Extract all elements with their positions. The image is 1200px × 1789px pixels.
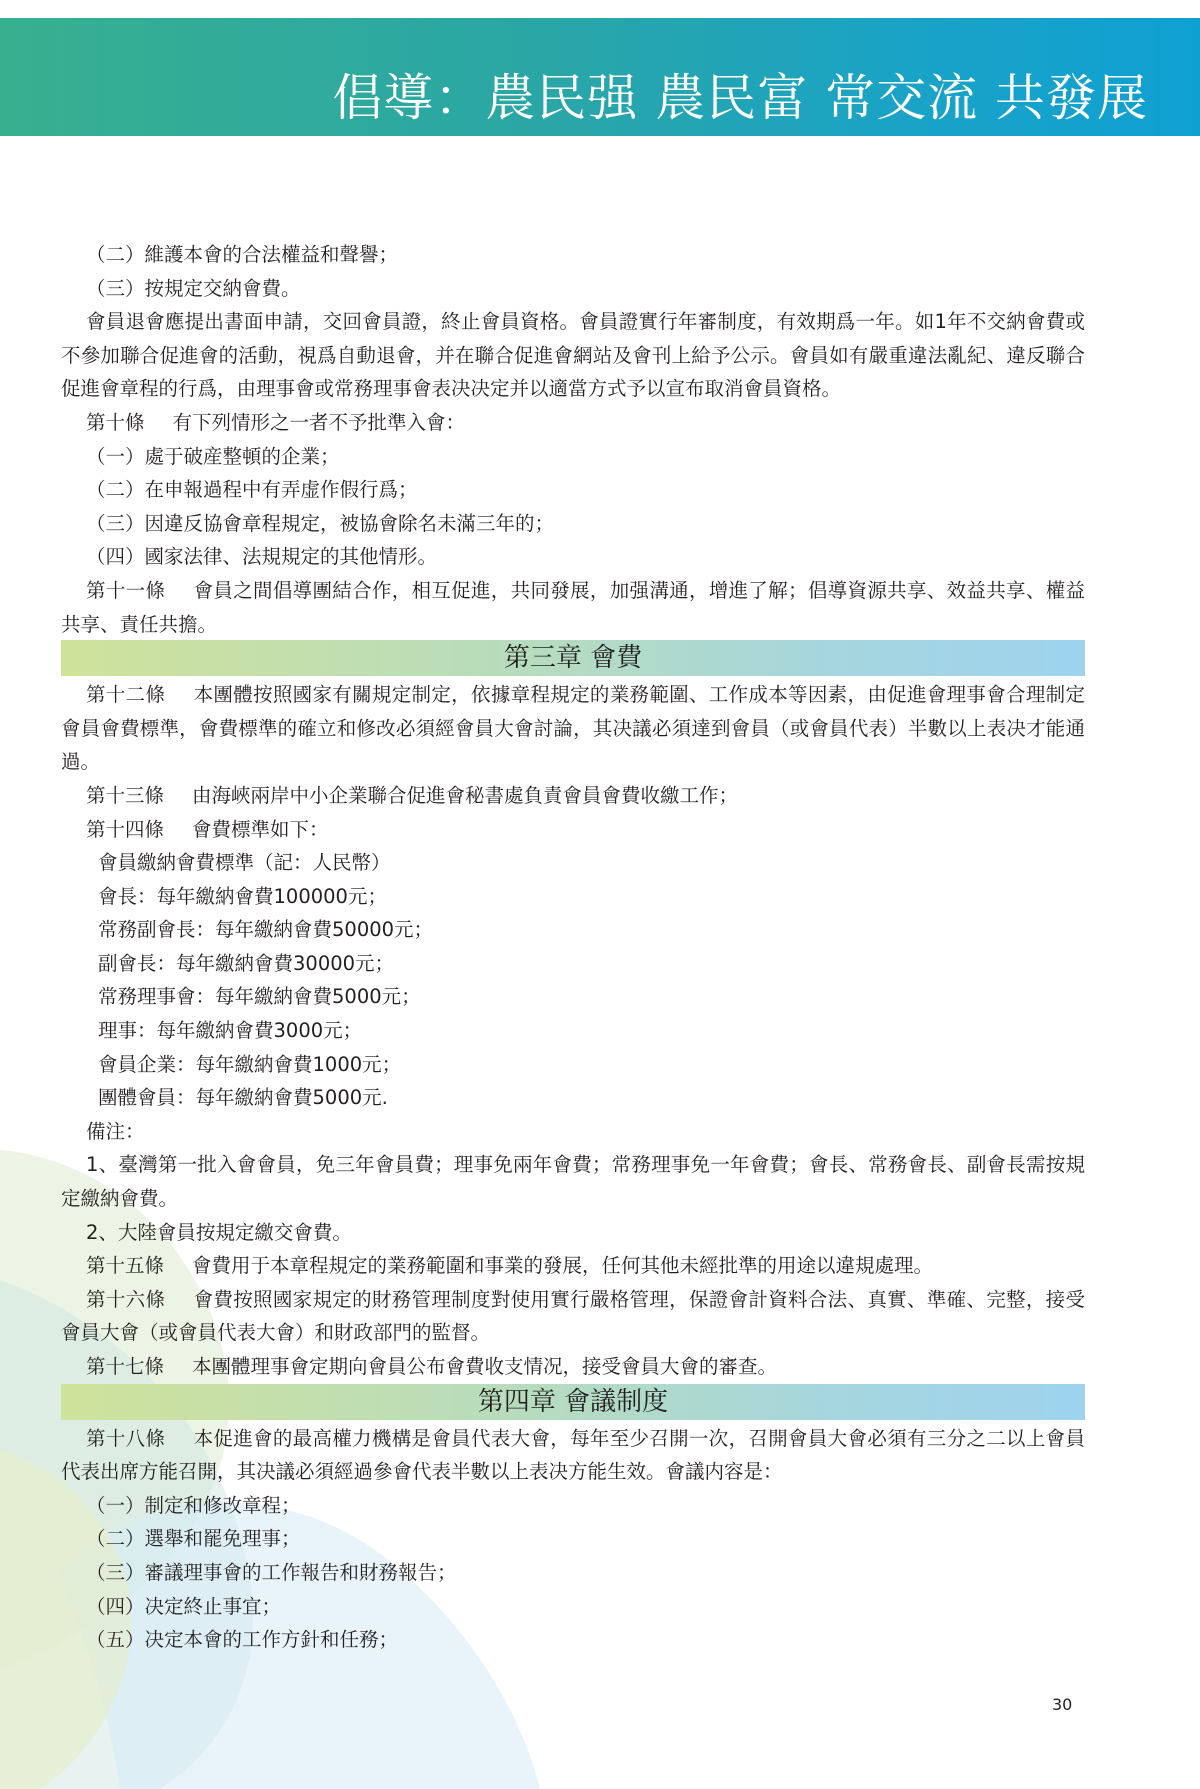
document-body xyxy=(61,238,1085,1657)
paragraph: 會員退會應提出書面申請，交回會員證，終止會員資格。會員證實行年審制度，有效期爲一年。如1年不交納會費或不參加聯合促進會的活動，視爲自動退會，并在聯合促進會網站及會刊上給予公示。會員如有嚴重違法亂紀、違反聯合促進會章程的行爲，由理事會或常務理事會表决决定并以適當方式予以宣布取消會員資格。 xyxy=(61,310,1085,401)
article-text: 會費標準如下： xyxy=(192,817,329,841)
article-16 xyxy=(61,1283,1085,1350)
paragraph: （二）在申報過程中有弄虚作假行爲； xyxy=(86,478,418,502)
paragraph: （四）决定終止事宜； xyxy=(86,1594,282,1618)
paragraph: （四）國家法律、法規規定的其他情形。 xyxy=(86,545,438,569)
article-text: 有下列情形之一者不予批準入會： xyxy=(172,410,466,434)
fee-item: 會長：每年繳納會費100000元； xyxy=(98,884,387,908)
article-text: 本促進會的最高權力機構是會員代表大會，每年至少召開一次，召開會員大會必須有三分之二以上會員代表出席方能召開，其决議必須經過參會代表半數以上表决方能生效。會議内容是： xyxy=(61,1426,1085,1484)
paragraph: （一）處于破産整頓的企業； xyxy=(86,444,340,468)
chapter-heading-3: 第三章 會費 xyxy=(61,640,1085,676)
fee-item: 團體會員：每年繳納會費5000元. xyxy=(98,1086,388,1110)
article-text: 由海峽兩岸中小企業聯合促進會秘書處負責會員會費收繳工作； xyxy=(192,783,739,807)
note-item: 1、臺灣第一批入會會員，免三年會員費；理事免兩年會費；常務理事免一年會費；會長、常務會長、副會長需按規定繳納會費。 xyxy=(61,1153,1085,1211)
page-number: 30 xyxy=(1052,1695,1073,1714)
paragraph: （三）審議理事會的工作報告和財務報告； xyxy=(86,1560,457,1584)
header-title: 倡導：農民强 農民富 常交流 共發展 xyxy=(332,69,1148,127)
article-text: 本團體按照國家有關規定制定，依據章程規定的業務範圍、工作成本等因素，由促進會理事會合理制定會員會費標準，會費標準的確立和修改必須經會員大會討論，其决議必須達到會員（或會員代表）半數以上表决才能通過。 xyxy=(61,683,1085,774)
paragraph: （一）制定和修改章程； xyxy=(86,1493,301,1517)
article-17 xyxy=(61,1350,1085,1384)
article-label: 第十四條 xyxy=(86,817,165,841)
article-11 xyxy=(61,574,1085,641)
note-item: 2、大陸會員按規定繳交會費。 xyxy=(86,1220,352,1244)
article-text: 會費按照國家規定的財務管理制度對使用實行嚴格管理，保證會計資料合法、真實、準確、完整，接受會員大會（或會員代表大會）和財政部門的監督。 xyxy=(61,1287,1085,1345)
header-banner xyxy=(0,18,1200,136)
notes-label: 備注： xyxy=(86,1119,145,1143)
article-label: 第十七條 xyxy=(86,1355,165,1378)
fee-item: 常務副會長：每年繳納會費50000元； xyxy=(98,918,434,942)
article-text: 會員之間倡導團結合作，相互促進，共同發展，加强溝通，增進了解；倡導資源共享、效益共享、權益共享、責任共擔。 xyxy=(61,578,1085,636)
article-label: 第十一條 xyxy=(86,578,166,602)
article-label: 第十三條 xyxy=(86,783,165,807)
article-text: 會費用于本章程規定的業務範圍和事業的發展，任何其他未經批準的用途以違規處理。 xyxy=(192,1254,934,1278)
paragraph: （二）選舉和罷免理事； xyxy=(86,1527,301,1551)
article-label: 第十八條 xyxy=(86,1426,166,1450)
article-label: 第十二條 xyxy=(86,683,166,707)
article-label: 第十六條 xyxy=(86,1287,166,1311)
fee-item: 會員企業：每年繳納會費1000元； xyxy=(98,1052,402,1076)
chapter-heading-4: 第四章 會議制度 xyxy=(61,1384,1085,1420)
paragraph: （五）决定本會的工作方針和任務； xyxy=(86,1628,399,1652)
paragraph: （三）按規定交納會費。 xyxy=(86,276,301,300)
fee-standard-title: 會員繳納會費標準（記：人民幣） xyxy=(98,851,391,875)
article-text: 本團體理事會定期向會員公布會費收支情况，接受會員大會的審查。 xyxy=(192,1355,778,1378)
article-13 xyxy=(61,779,1085,813)
article-label: 第十條 xyxy=(86,410,145,434)
fee-item: 常務理事會：每年繳納會費5000元； xyxy=(98,985,421,1009)
article-15 xyxy=(61,1249,1085,1283)
article-14 xyxy=(61,813,1085,847)
article-10 xyxy=(61,406,1085,440)
article-label: 第十五條 xyxy=(86,1254,165,1278)
paragraph: （三）因違反協會章程規定，被協會除名未滿三年的； xyxy=(86,511,555,535)
fee-item: 副會長：每年繳納會費30000元； xyxy=(98,951,395,975)
fee-item: 理事：每年繳納會費3000元； xyxy=(98,1019,363,1043)
article-18 xyxy=(61,1422,1085,1489)
article-12 xyxy=(61,678,1085,779)
paragraph: （二）維護本會的合法權益和聲譽； xyxy=(86,243,399,266)
